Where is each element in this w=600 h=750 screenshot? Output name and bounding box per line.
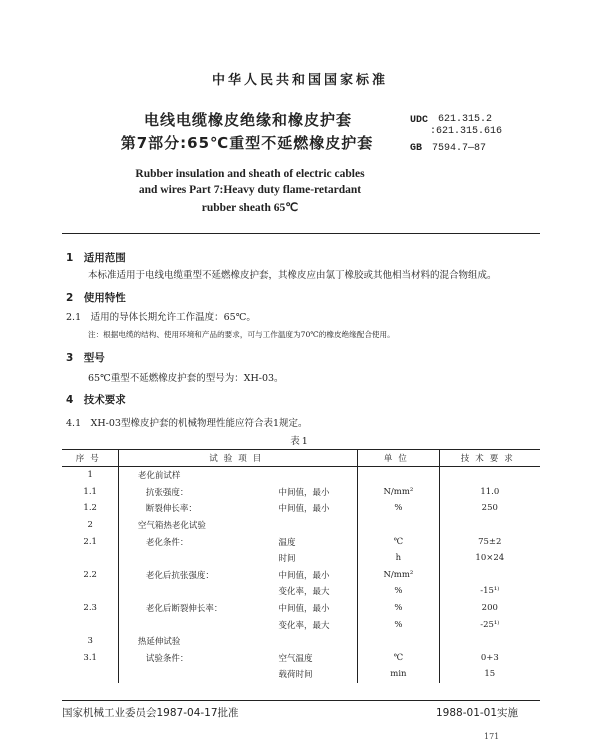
row-number (62, 616, 119, 633)
row-unit (358, 467, 439, 484)
row-subitem: 空气温度 (278, 653, 313, 664)
row-unit: % (358, 583, 439, 600)
row-item (138, 583, 251, 600)
row-spacer (119, 616, 138, 633)
row-spacer (119, 633, 138, 650)
row-subitem (251, 467, 358, 484)
row-requirement (439, 567, 540, 584)
row-requirement: -15¹⁾ (439, 583, 540, 600)
row-unit: % (358, 500, 439, 517)
row-unit: h (358, 550, 439, 567)
row-spacer (119, 533, 138, 550)
row-subitem: 温度 (278, 537, 296, 548)
table-row (62, 517, 540, 534)
row-subitem: 载荷时间 (278, 670, 313, 681)
row-requirement: 0+3 (439, 650, 540, 667)
table-row (62, 533, 540, 550)
table-row (62, 616, 540, 633)
row-number (62, 666, 119, 683)
row-unit (358, 517, 439, 534)
row-number: 1.1 (83, 486, 97, 497)
udc-code-1: 621.315.2 (438, 114, 493, 125)
row-unit: N/mm² (358, 567, 439, 584)
row-subitem: 中间值，最小 (278, 487, 330, 498)
row-unit: % (358, 600, 439, 617)
row-item: 老化后断裂伸长率： (145, 604, 223, 615)
english-title-line-3: rubber sheath 65℃ (201, 202, 299, 214)
row-number: 2 (87, 520, 93, 531)
row-subitem (251, 633, 358, 650)
table-row (62, 650, 540, 667)
row-item: 老化前试样 (137, 471, 181, 482)
table-row (62, 600, 540, 617)
row-spacer (119, 650, 138, 667)
table-row (62, 550, 540, 567)
row-item (138, 550, 251, 567)
row-spacer (119, 517, 138, 534)
row-requirement: 11.0 (439, 484, 540, 501)
effective-date: 1988-01-01实施 (436, 707, 519, 719)
row-unit (358, 633, 439, 650)
row-item: 试验条件： (145, 653, 189, 664)
row-number: 1 (87, 470, 93, 481)
col-header-no: 序号 (62, 450, 119, 467)
page-number: 171 (484, 732, 500, 741)
row-spacer (119, 666, 138, 683)
section-2-heading: 2 使用特性 (66, 292, 126, 304)
row-requirement: -25¹⁾ (439, 616, 540, 633)
row-spacer (119, 600, 138, 617)
section-2-1-text: 2.1 适用的导体长期允许工作温度：65℃。 (66, 312, 256, 323)
footer-rule (62, 700, 540, 701)
row-requirement (439, 517, 540, 534)
row-item: 老化条件： (145, 537, 189, 548)
section-1-text: 本标准适用于电线电缆重型不延燃橡皮护套，其橡皮应由氯丁橡胶或其他相当材料的混合物组成。 (88, 270, 497, 281)
row-subitem: 变化率，最大 (278, 620, 330, 631)
row-requirement: 15 (439, 666, 540, 683)
row-unit: ℃ (358, 650, 439, 667)
row-unit: N/mm² (358, 484, 439, 501)
section-3-heading: 3 型号 (66, 352, 105, 364)
row-requirement: 75±2 (439, 533, 540, 550)
properties-table (62, 449, 540, 683)
table-row (62, 583, 540, 600)
section-4-1-text: 4.1 XH-03型橡皮护套的机械物理性能应符合表1规定。 (66, 418, 308, 429)
row-number (62, 583, 119, 600)
table-row (62, 666, 540, 683)
table-caption: 表1 (290, 436, 310, 447)
row-requirement (439, 467, 540, 484)
row-spacer (119, 583, 138, 600)
udc-label: UDC (410, 115, 429, 126)
row-spacer (119, 467, 138, 484)
row-number: 2.3 (83, 603, 97, 614)
row-spacer (119, 484, 138, 501)
section-3-text: 65℃重型不延燃橡皮护套的型号为：XH-03。 (88, 373, 284, 384)
row-spacer (119, 550, 138, 567)
col-header-req: 技术要求 (439, 450, 540, 467)
row-requirement: 200 (439, 600, 540, 617)
standard-name: 中华人民共和国国家标准 (211, 73, 388, 88)
title-line-2: 第7部分:65℃重型不延燃橡皮护套 (120, 134, 374, 152)
approval-info: 国家机械工业委员会1987-04-17批准 (62, 707, 239, 719)
section-2-note: 注：根据电缆的结构、使用环境和产品的要求，可与工作温度为70℃的橡皮绝缘配合使用。 (88, 330, 395, 339)
row-item: 空气箱热老化试验 (137, 521, 206, 532)
row-item: 热延伸试验 (137, 637, 181, 648)
row-requirement: 10×24 (439, 550, 540, 567)
title-line-1: 电线电缆橡皮绝缘和橡皮护套 (143, 111, 352, 129)
udc-code-2: :621.315.616 (430, 126, 503, 137)
row-unit: ℃ (358, 533, 439, 550)
row-requirement: 250 (439, 500, 540, 517)
row-unit: % (358, 616, 439, 633)
row-item (138, 616, 251, 633)
row-requirement (439, 633, 540, 650)
gb-label: GB (410, 143, 423, 154)
row-number: 3.1 (83, 652, 97, 663)
row-subitem: 时间 (278, 554, 296, 565)
table-header-row (62, 450, 540, 467)
section-1-heading: 1 适用范围 (66, 252, 126, 264)
row-item (138, 666, 251, 683)
row-number: 2.1 (83, 536, 97, 547)
row-item: 抗张强度： (145, 487, 189, 498)
row-subitem: 变化率，最大 (278, 587, 330, 598)
table-row (62, 633, 540, 650)
row-subitem: 中间值，最小 (278, 570, 330, 581)
row-number: 1.2 (83, 503, 97, 514)
row-unit: min (358, 666, 439, 683)
row-spacer (119, 567, 138, 584)
table-row (62, 567, 540, 584)
header-rule (62, 233, 540, 234)
table-row (62, 484, 540, 501)
english-title-line-1: Rubber insulation and sheath of electric cables (135, 168, 365, 180)
row-item: 老化后抗张强度： (145, 570, 214, 581)
col-header-unit: 单位 (358, 450, 439, 467)
row-item: 断裂伸长率： (145, 504, 197, 515)
row-number: 2.2 (83, 569, 97, 580)
section-4-heading: 4 技术要求 (66, 394, 126, 406)
row-subitem (251, 517, 358, 534)
col-header-item: 试验项目 (119, 450, 358, 467)
row-subitem: 中间值，最小 (278, 504, 330, 515)
english-title-line-2: and wires Part 7:Heavy duty flame-retardant (138, 184, 362, 196)
table-row (62, 467, 540, 484)
row-subitem: 中间值，最小 (278, 604, 330, 615)
gb-number: 7594.7—87 (432, 143, 487, 154)
table-row (62, 500, 540, 517)
row-number: 3 (87, 636, 93, 647)
row-number (62, 550, 119, 567)
row-spacer (119, 500, 138, 517)
